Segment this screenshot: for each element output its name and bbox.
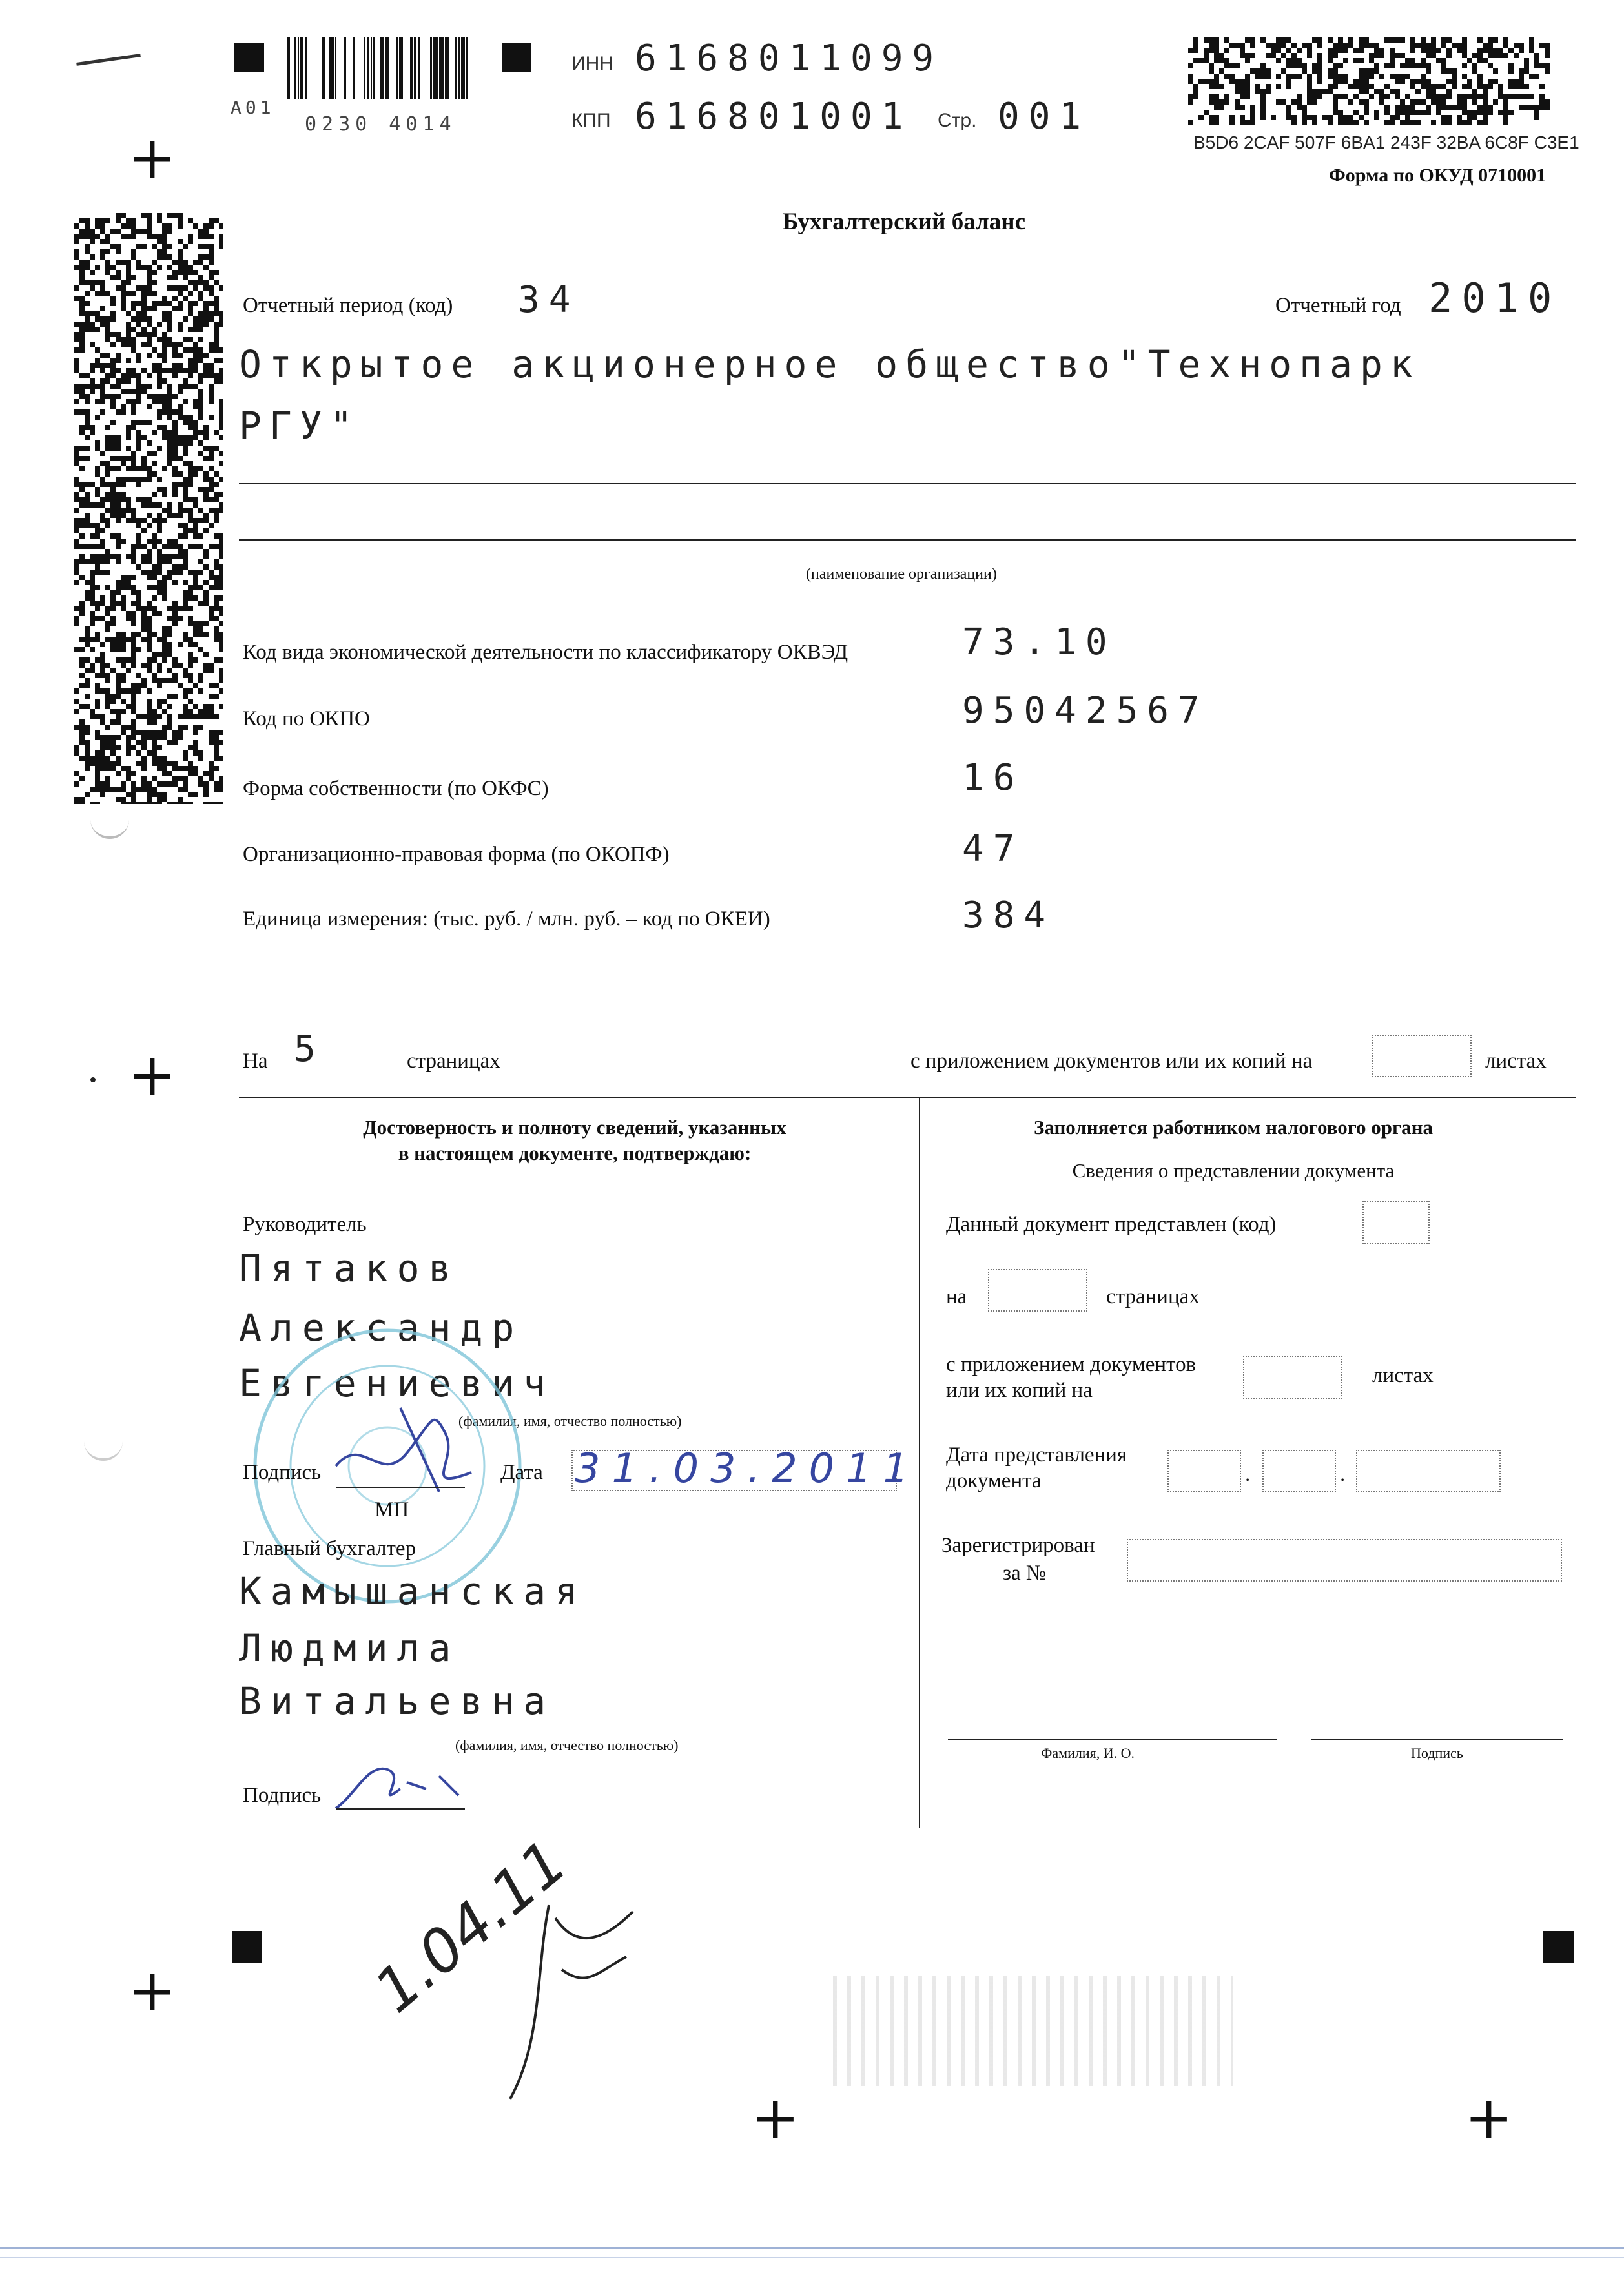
page-edge-line-2 [0,2257,1624,2258]
fio-caption-right: Фамилия, И. О. [1041,1745,1135,1761]
organization-caption: (наименование организации) [806,566,997,583]
document-title: Бухгалтерский баланс [782,209,1026,235]
fio-caption-chief: (фамилия, имя, отчество полностью) [455,1737,679,1753]
submit-date-dot1: . [1245,1463,1251,1486]
head-name-2: Александр [239,1306,524,1350]
sign-caption-right: Подпись [1411,1745,1463,1761]
confirm-line1: Достоверность и полноту сведений, указанных [363,1116,786,1139]
registered-line1: Зарегистрирован [941,1534,1095,1557]
submit-date-month[interactable] [1262,1450,1336,1492]
sign-line-right [1311,1739,1563,1740]
chief-name-1: Камышанская [239,1569,587,1613]
okved-value: 73.10 [962,621,1116,663]
kpp-value: 616801001 [635,96,912,138]
organization-name-line2: РГУ" [239,404,360,448]
right-sheets-cells[interactable] [1243,1356,1342,1399]
org-name-underline-1 [239,483,1576,484]
inn-label: ИНН [571,53,613,74]
signature-line-head [336,1487,465,1488]
okopf-label: Организационно-правовая форма (по ОКОПФ) [243,843,670,866]
okpo-value: 95042567 [962,690,1209,732]
mp-label: МП [375,1498,409,1522]
bleed-through-marks [833,1976,1233,2086]
confirm-line2: в настоящем документе, подтверждаю: [398,1142,752,1164]
chief-name-3: Витальевна [239,1679,555,1723]
section-divider [239,1097,1576,1098]
tax-title: Заполняется работником налогового органа [1033,1116,1433,1139]
registered-number-cells[interactable] [1127,1539,1562,1582]
head-name-1: Пятаков [239,1246,460,1290]
attach-label: с приложением документов или их копий на [910,1049,1313,1073]
date-label: Дата [500,1461,543,1484]
signature-chief [329,1750,478,1821]
submit-date-year[interactable] [1356,1450,1501,1492]
okfs-label: Форма собственности (по ОКФС) [243,777,549,800]
corner-dash-mark [76,54,141,66]
right-attach-line1: с приложением документов [946,1353,1197,1376]
okei-label: Единица измерения: (тыс. руб. / млн. руб. – код по ОКЕИ) [243,907,770,931]
registration-cross-bottom-mid: + [751,2084,800,2152]
pages-count: 5 [294,1028,325,1070]
punch-hole-mark-2 [84,1432,123,1461]
chief-name-2: Людмила [239,1626,460,1670]
sheets-word: листах [1485,1049,1547,1073]
submit-date-day[interactable] [1167,1450,1241,1492]
period-value: 34 [518,279,580,321]
pages-word: страницах [407,1049,500,1073]
registration-cross-bottom-right: + [1465,2084,1514,2152]
year-label: Отчетный год [1275,294,1401,317]
organization-name-line1: Открытое акционерное общество"Технопарк [239,342,1421,386]
registration-cross-top-left: + [128,124,177,192]
registration-square-top-mid [502,43,531,72]
handwritten-date-note: 1.04.11 [362,1827,580,2026]
okpo-label: Код по ОКПО [243,707,370,730]
okopf-value: 47 [962,828,1024,870]
presented-code-cells[interactable] [1362,1201,1430,1244]
sign-label-chief: Подпись [243,1784,322,1807]
punch-hole-mark [90,810,129,839]
registration-cross-mid-left: + [128,1041,177,1109]
okei-value: 384 [962,894,1055,936]
registration-cross-bottom-left: + [128,1957,177,2025]
hash-code: B5D6 2CAF 507F 6BA1 243F 32BA 6C8F C3E1 [1193,132,1579,152]
registration-square-top-left [234,43,264,72]
head-label: Руководитель [243,1213,367,1236]
attach-sheets-cells[interactable] [1372,1035,1472,1077]
tax-subtitle: Сведения о представлении документа [1072,1159,1395,1182]
right-attach-line2: или их копий на [946,1379,1093,1402]
okfs-value: 16 [962,757,1024,799]
pages-on-label: На [243,1049,268,1073]
org-name-underline-2 [239,539,1576,541]
signature-line-chief [336,1808,465,1810]
right-sheets-word: листах [1372,1364,1434,1387]
corner-code: А01 [231,97,275,118]
okved-label: Код вида экономической деятельности по классификатору ОКВЭД [243,641,848,664]
presented-label: Данный документ представлен (код) [946,1213,1277,1236]
submit-date-line2: документа [946,1469,1042,1492]
right-pages-word: страницах [1106,1285,1200,1308]
fio-line-right [948,1739,1277,1740]
date-value: 31.03.2011 [575,1445,920,1492]
page-value: 001 [998,96,1091,138]
submit-date-line1: Дата представления [946,1443,1127,1467]
fio-caption-head: (фамилия, имя, отчество полностью) [458,1413,682,1429]
kpp-label: КПП [571,110,611,131]
period-label: Отчетный период (код) [243,294,453,317]
registered-line2: за № [1003,1562,1047,1585]
year-value: 2010 [1428,274,1561,322]
handwritten-scribble [471,1892,652,2112]
submit-date-dot2: . [1340,1463,1346,1486]
matrix-barcode-top [1188,37,1550,125]
form-okud: Форма по ОКУД 0710001 [1329,165,1547,186]
right-on-label: на [946,1285,967,1308]
inn-value: 6168011099 [635,37,943,79]
signature-head [323,1395,491,1498]
head-name-3: Евгениевич [239,1361,555,1405]
page-edge-line-1 [0,2247,1624,2249]
matrix-barcode-left [74,213,223,804]
right-pages-cells[interactable] [988,1269,1087,1312]
linear-barcode [287,37,481,115]
page-label: Стр. [938,110,977,131]
registration-square-bottom-left [232,1931,262,1963]
barcode-number: 0230 4014 [305,113,457,136]
registration-square-bottom-right [1543,1931,1574,1963]
dot-mark [90,1077,96,1082]
sign-label-head: Подпись [243,1461,322,1484]
chief-label: Главный бухгалтер [243,1537,416,1560]
